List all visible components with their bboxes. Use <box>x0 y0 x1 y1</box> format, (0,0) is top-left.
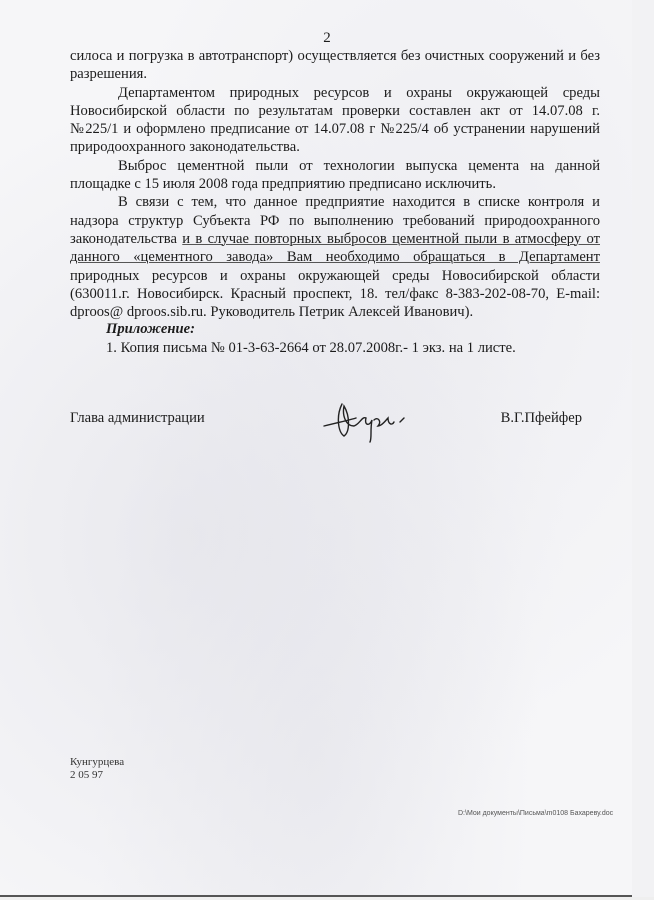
appendix <box>106 320 516 358</box>
handwritten-underlined-text: и в случае повторных выбросов цементной пыли в атмосферу от данного «цементного завода» Вам необходимо обращаться в Департамент <box>70 230 600 266</box>
paragraph-4-contact: природных ресурсов и охраны окружающей среды Новосибирской области (630011.г. Новосибирск. Красный проспект, 18. тел/факс 8-383-202-08-70, E-mail: dproos@ dproos.sib.ru. Руководитель Петрик Алексей Иванович). <box>70 267 600 321</box>
executor-info <box>70 756 124 782</box>
signature-block <box>70 410 582 450</box>
page-number: 2 <box>323 30 331 46</box>
appendix-title: Приложение: <box>106 321 195 337</box>
paragraph-3: Выброс цементной пыли от технологии выпуска цемента на данной площадке с 15 июля 2008 года предприятию предписано исключить. <box>70 157 600 193</box>
handwritten-signature-icon <box>320 396 410 446</box>
executor-phone: 2 05 97 <box>70 769 103 781</box>
paragraph-2: Департаментом природных ресурсов и охраны окружающей среды Новосибирской области по результатам проверки составлен акт от 14.07.08 г. №225/1 и оформлено предписание от 14.07.08 г №225/4 об устранении нарушений природоохранного законодательства. <box>70 84 600 156</box>
signatory-position: Глава администрации <box>70 410 205 426</box>
scan-margin <box>632 0 654 900</box>
signatory-name: В.Г.Пфейфер <box>500 410 582 426</box>
appendix-item: 1. Копия письма № 01-3-63-2664 от 28.07.2008г.- 1 экз. на 1 листе. <box>106 340 516 356</box>
paragraph-1: силоса и погрузка в автотранспорт) осуществляется без очистных сооружений и без разрешения. <box>70 48 600 83</box>
paragraph-4-text: В связи с тем, что данное предприятие находится в списке контроля и надзора структур Субъекта РФ по выполнению требований природоохранного законодательства <box>70 194 600 247</box>
letter-body <box>70 47 600 321</box>
executor-name: Кунгурцева <box>70 756 125 768</box>
file-path-footer: D:\Мои документы\Письма\m0108 Бахареву.doc <box>458 810 614 817</box>
paragraph-4 <box>70 193 600 321</box>
